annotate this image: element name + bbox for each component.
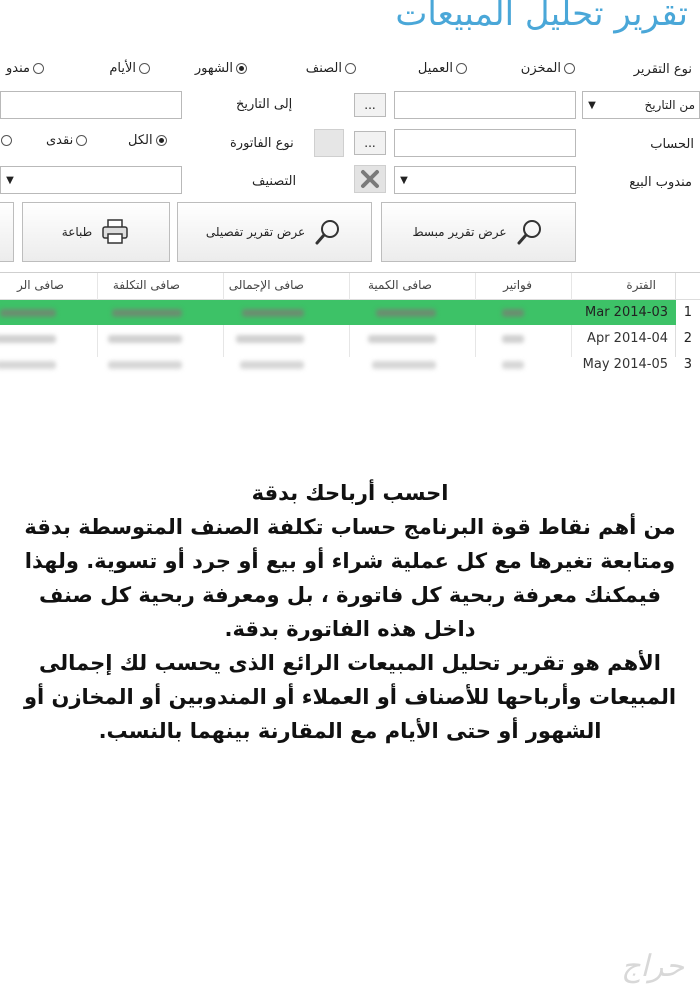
printer-icon (100, 218, 130, 246)
column-header-net-profit[interactable]: صافى الر (16, 278, 64, 292)
chevron-down-icon: ▼ (588, 99, 596, 111)
description-paragraph: من أهم نقاط قوة البرنامج حساب تكلفة الصنف المتوسطة بدقة ومتابعة تغيرها مع كل عملية شراء أو بيع أو جرد أو تسوية. ولهذا فيمكنك معرفة ربحية كل فاتورة ، بل ومعرفة ربحية كل صنف داخل هذه الفاتورة بدقة. (24, 515, 676, 641)
chevron-down-icon: ▼ (400, 174, 408, 186)
radio-warehouse[interactable]: المخزن (521, 61, 575, 76)
search-icon (515, 217, 545, 247)
radio-customer[interactable]: العميل (418, 61, 467, 76)
results-grid[interactable] (0, 272, 700, 383)
radio-circle[interactable] (139, 63, 150, 74)
detailed-report-button[interactable]: عرض تقرير تفصيلى (177, 202, 372, 262)
radio-circle[interactable] (76, 135, 87, 146)
print-button[interactable]: طباعة (22, 202, 170, 262)
grid-header (0, 273, 700, 300)
column-header-net-qty[interactable]: صافى الكمية (367, 278, 432, 292)
salesman-select[interactable] (394, 166, 576, 194)
to-date-label: إلى التاريخ (236, 97, 293, 112)
radio-circle[interactable] (456, 63, 467, 74)
account-label: الحساب (650, 137, 694, 152)
from-date-picker-button[interactable]: ... (354, 93, 386, 117)
extra-button[interactable] (0, 202, 14, 262)
radio-invoice-all[interactable]: الكل (128, 133, 167, 148)
table-row[interactable]: Apr 2014-04 (0, 326, 676, 351)
window-title: تقرير تحليل المبيعات (395, 0, 688, 34)
radio-salesman[interactable]: مندو (6, 61, 44, 76)
row-number: 2 (683, 331, 692, 346)
account-picker-button[interactable]: ... (354, 131, 386, 155)
search-icon (313, 217, 343, 247)
radio-invoice-cash[interactable]: نقدى (46, 133, 87, 148)
radio-circle[interactable] (564, 63, 575, 74)
column-header-net-cost[interactable]: صافى التكلفة (112, 278, 180, 292)
radio-circle[interactable] (345, 63, 356, 74)
column-header-invoices[interactable]: فواتير (503, 278, 532, 292)
radio-item[interactable]: الصنف (306, 61, 356, 76)
description (20, 476, 680, 748)
radio-months[interactable]: الشهور (195, 61, 247, 76)
radio-circle[interactable] (1, 135, 12, 146)
chevron-down-icon: ▼ (6, 174, 14, 186)
table-row[interactable]: Mar 2014-03 (0, 300, 676, 325)
row-number: 1 (683, 305, 692, 320)
radio-circle[interactable] (33, 63, 44, 74)
description-heading: احسب أرباحك بدقة (251, 481, 449, 505)
simple-report-button[interactable]: عرض تقرير مبسط (381, 202, 576, 262)
close-icon (359, 168, 381, 190)
column-header-net-total[interactable]: صافى الإجمالى (228, 278, 304, 292)
radio-circle[interactable] (156, 135, 167, 146)
to-date-field[interactable] (0, 91, 182, 119)
radio-circle[interactable] (236, 63, 247, 74)
row-number: 3 (683, 357, 692, 372)
radio-invoice-other[interactable] (0, 133, 12, 148)
invoice-type-label: نوع الفاتورة (230, 136, 294, 151)
from-date-field[interactable] (394, 91, 576, 119)
category-label: التصنيف (252, 174, 297, 189)
salesman-label: مندوب البيع (629, 175, 692, 190)
clear-filter-button[interactable] (354, 165, 386, 193)
from-date-select[interactable]: من التاريخ ▼ (582, 91, 700, 119)
invoice-type-box[interactable] (314, 129, 344, 157)
account-field[interactable] (394, 129, 576, 157)
column-header-period[interactable]: الفترة (626, 278, 656, 292)
watermark-logo: حراج (621, 949, 684, 984)
description-paragraph: الأهم هو تقرير تحليل المبيعات الرائع الذى يحسب لك إجمالى المبيعات وأرباحها للأصناف أو العملاء أو المندوبين أو المخازن أو الشهور أو حتى الأيام مع المقارنة بينهما بالنسب. (23, 651, 677, 743)
report-type-label: نوع التقرير (633, 62, 692, 77)
table-row[interactable]: May 2014-05 (0, 352, 676, 377)
category-select[interactable] (0, 166, 182, 194)
radio-days[interactable]: الأيام (109, 61, 150, 76)
